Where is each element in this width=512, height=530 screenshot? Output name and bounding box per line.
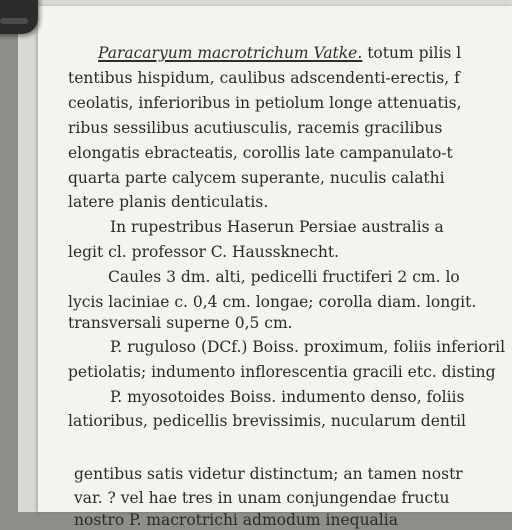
- text-line-14: petiolatis; indumento inflorescentia gracili etc. disting: [68, 363, 496, 381]
- text-line-1-rest: totum pilis l: [362, 44, 462, 62]
- text-line-10: Caules 3 dm. alti, pedicelli fructiferi 2 cm. lo: [108, 268, 460, 286]
- text-line-1: [98, 43, 461, 63]
- text-line-16: latioribus, pedicellis brevissimis, nucularum dentil: [68, 412, 466, 430]
- herbarium-label-page: [38, 6, 512, 529]
- text-line-19: nostro P. macrotrichi admodum inequalia: [74, 511, 398, 529]
- text-line-18: var. ? vel hae tres in unam conjungendae fructu: [74, 489, 450, 507]
- species-title: Paracaryum macrotrichum Vatke.: [98, 44, 363, 62]
- text-line-13: P. ruguloso (DCf.) Boiss. proximum, foliis inferioril: [110, 338, 506, 356]
- text-line-4: ribus sessilibus acutiusculis, racemis gracilibus: [68, 119, 443, 137]
- text-line-5: elongatis ebracteatis, corollis late campanulato-t: [68, 144, 453, 162]
- text-line-8: In rupestribus Haserun Persiae australis a: [110, 218, 444, 236]
- text-line-12: transversali superne 0,5 cm.: [68, 314, 293, 332]
- text-line-6: quarta parte calycem superante, nuculis calathi: [68, 169, 445, 187]
- text-line-9: legit cl. professor C. Haussknecht.: [68, 243, 339, 261]
- text-line-3: ceolatis, inferioribus in petiolum longe attenuatis,: [68, 94, 462, 112]
- text-line-17: gentibus satis videtur distinctum; an tamen nostr: [74, 465, 463, 483]
- binder-clip-highlight: [0, 18, 28, 24]
- binder-clip: [0, 0, 38, 34]
- text-line-15: P. myosotoides Boiss. indumento denso, foliis: [110, 388, 465, 406]
- text-line-2: tentibus hispidum, caulibus adscendenti-erectis, f: [68, 69, 460, 87]
- text-line-11: lycis laciniae c. 0,4 cm. longae; corolla diam. longit.: [68, 293, 477, 311]
- text-line-7: latere planis denticulatis.: [68, 193, 269, 211]
